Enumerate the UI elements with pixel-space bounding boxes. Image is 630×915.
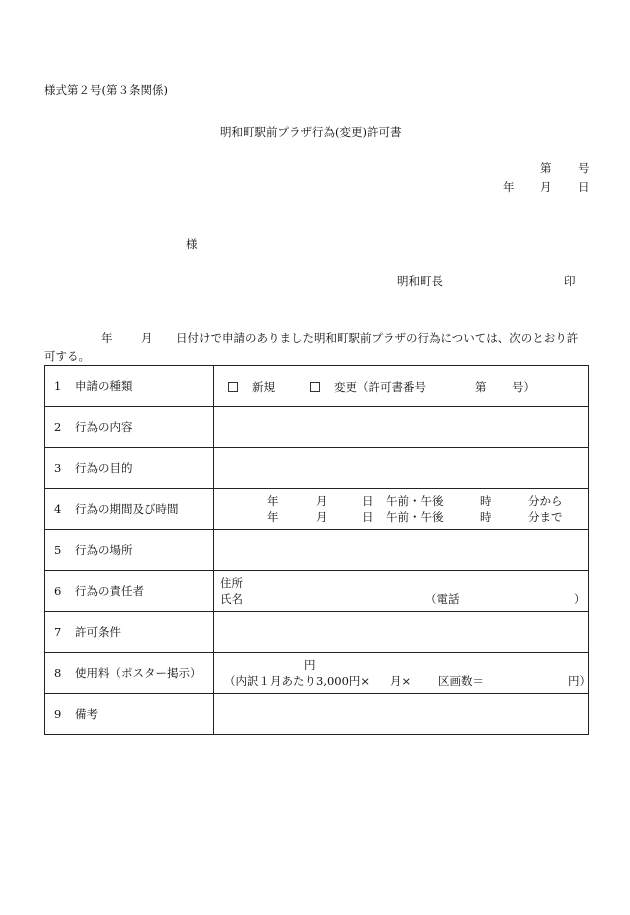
table-row: [45, 571, 589, 612]
fee-yen: 円: [304, 658, 316, 672]
responsible-tel-close: ）: [574, 592, 586, 606]
permit-table: [44, 365, 589, 735]
permit-dai: 第: [475, 380, 487, 394]
table-row: [45, 448, 589, 489]
row-value-responsible[interactable]: [214, 571, 589, 612]
row-value-conditions[interactable]: [214, 612, 589, 653]
ref-go: 号: [578, 161, 590, 175]
table-row: [45, 489, 589, 530]
period-from-label: 分から: [528, 494, 563, 508]
table-row: [45, 407, 589, 448]
row-value: [214, 366, 589, 407]
fee-yen-close: 円）: [568, 674, 591, 688]
body-year: 年: [101, 331, 113, 345]
fee-month: 月×: [390, 674, 412, 688]
table-row: [45, 366, 589, 407]
form-number: 様式第２号(第３条関係): [44, 83, 168, 97]
row-label: 7 許可条件: [45, 612, 214, 653]
fee-breakdown: （内訳１月あたり3,000円×: [224, 674, 371, 688]
responsible-address-label: 住所: [220, 576, 243, 590]
row-label: 4 行為の期間及び時間: [45, 489, 214, 530]
table-row: [45, 694, 589, 735]
period-to-day: 日: [362, 510, 374, 524]
row-value-period[interactable]: [214, 489, 589, 530]
option-change[interactable]: 変更（許可書番号: [310, 379, 426, 395]
period-from-day: 日: [362, 494, 374, 508]
responsible-tel-label: （電話: [425, 592, 460, 606]
period-to-hour: 時: [480, 510, 492, 524]
row-value-fee[interactable]: [214, 653, 589, 694]
row-label: 8 使用料（ポスター掲示）: [45, 653, 214, 694]
period-from-month: 月: [316, 494, 328, 508]
row-value-purpose[interactable]: [214, 448, 589, 489]
body-text-line2: 可する。: [44, 349, 90, 363]
row-label: 5 行為の場所: [45, 530, 214, 571]
permit-go: 号）: [512, 380, 535, 394]
responsible-name-label: 氏名: [220, 592, 243, 606]
period-to-month: 月: [316, 510, 328, 524]
period-to-label: 分まで: [528, 510, 563, 524]
table-row: [45, 612, 589, 653]
option-new[interactable]: 新規: [228, 379, 275, 395]
row-label: 6 行為の責任者: [45, 571, 214, 612]
body-month: 月: [141, 331, 153, 345]
date-month: 月: [540, 180, 552, 194]
date-day: 日: [578, 180, 590, 194]
body-text-line1: 日付けで申請のありました明和町駅前プラザの行為については、次のとおり許: [176, 331, 579, 345]
row-label: 3 行為の目的: [45, 448, 214, 489]
period-from-ampm: 午前・午後: [386, 494, 444, 508]
row-value-content[interactable]: [214, 407, 589, 448]
date-year: 年: [503, 180, 515, 194]
row-value-place[interactable]: [214, 530, 589, 571]
row-label: 2 行為の内容: [45, 407, 214, 448]
row-label: 1 申請の種類: [45, 366, 214, 407]
issuer-name: 明和町長: [397, 274, 443, 288]
table-row: [45, 530, 589, 571]
period-to-ampm: 午前・午後: [386, 510, 444, 524]
fee-sections: 区画数＝: [438, 674, 484, 688]
seal-mark: 印: [564, 274, 576, 288]
table-row: [45, 653, 589, 694]
document-title: 明和町駅前プラザ行為(変更)許可書: [220, 125, 402, 139]
row-label: 9 備考: [45, 694, 214, 735]
checkbox-icon[interactable]: [310, 382, 320, 392]
period-from-hour: 時: [480, 494, 492, 508]
row-value-remarks[interactable]: [214, 694, 589, 735]
checkbox-icon[interactable]: [228, 382, 238, 392]
period-to-year: 年: [267, 510, 279, 524]
period-from-year: 年: [267, 494, 279, 508]
addressee-sama: 様: [186, 237, 198, 251]
ref-dai: 第: [540, 161, 552, 175]
